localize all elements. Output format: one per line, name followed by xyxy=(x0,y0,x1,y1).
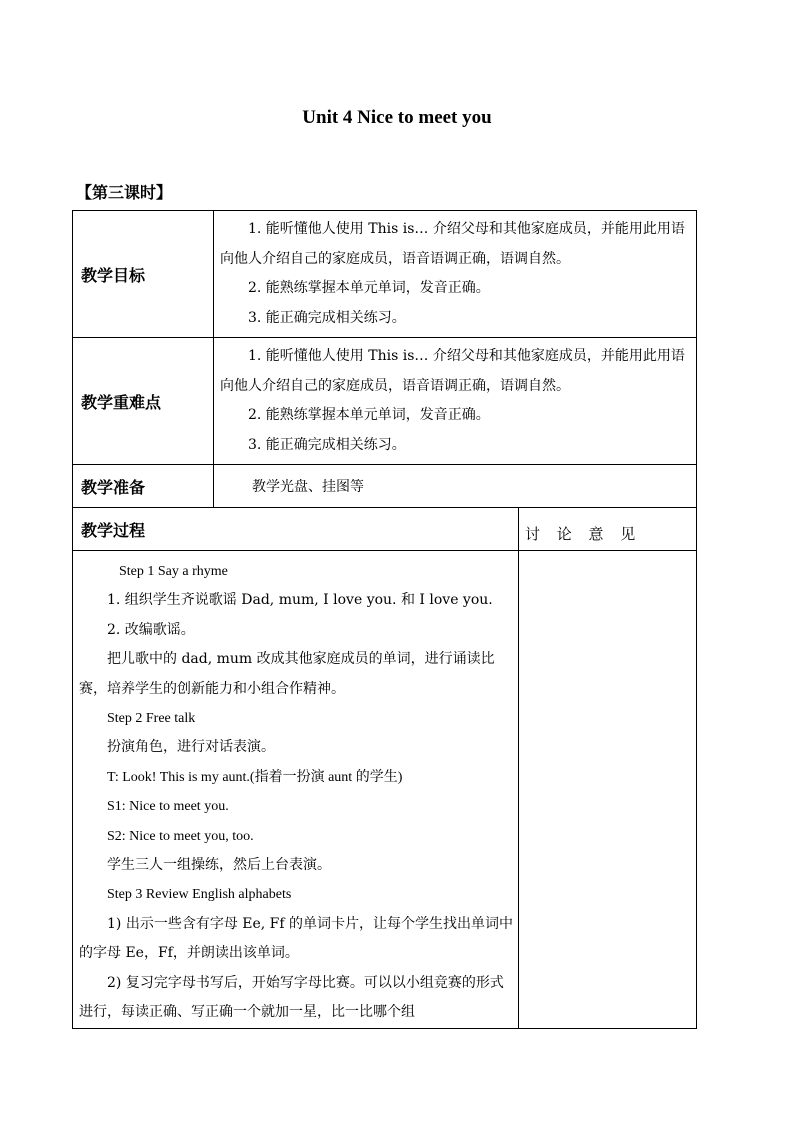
goals-item: 3. 能正确完成相关练习。 xyxy=(248,309,406,326)
goals-content xyxy=(214,211,697,338)
difficulty-row xyxy=(73,338,697,465)
difficulty-item: 1. 能听懂他人使用 This is… 介绍父母和其他家庭成员，并能用此用语向他人介绍自己的家庭成员，语音语调正确，语调自然。 xyxy=(220,348,685,394)
process-line: S2: Nice to meet you, too. xyxy=(107,828,254,844)
process-row xyxy=(73,551,697,1029)
process-line: 2. 改编歌谣。 xyxy=(107,621,195,638)
goals-item: 2. 能熟练掌握本单元单词，发音正确。 xyxy=(248,280,490,296)
difficulty-label: 教学重难点 xyxy=(73,338,214,465)
prep-content: 教学光盘、挂图等 xyxy=(214,465,697,508)
process-line: Step 1 Say a rhyme xyxy=(119,564,228,579)
process-line: T: Look! This is my aunt.(指着一扮演 aunt 的学生) xyxy=(107,769,403,785)
process-line: Step 3 Review English alphabets xyxy=(107,887,292,903)
goals-row xyxy=(73,211,697,338)
prep-row xyxy=(73,465,697,508)
goals-label: 教学目标 xyxy=(73,211,214,338)
process-content xyxy=(73,551,519,1029)
process-line: 学生三人一组操练，然后上台表演。 xyxy=(107,857,331,874)
process-label: 教学过程 xyxy=(73,508,519,551)
process-line: 2) 复习完字母书写后，开始写字母比赛。可以以小组竞赛的形式进行，每读正确、写正确一个就加一星，比一比哪个组 xyxy=(79,974,504,1021)
difficulty-item: 3. 能正确完成相关练习。 xyxy=(248,436,406,453)
goals-item: 1. 能听懂他人使用 This is… 介绍父母和其他家庭成员，并能用此用语向他人介绍自己的家庭成员，语音语调正确，语调自然。 xyxy=(220,221,685,267)
prep-label: 教学准备 xyxy=(73,465,214,508)
process-line: 1) 出示一些含有字母 Ee, Ff 的单词卡片，让每个学生找出单词中的字母 Ee，Ff，并朗读出该单词。 xyxy=(79,915,514,962)
difficulty-item: 2. 能熟练掌握本单元单词，发音正确。 xyxy=(248,407,490,423)
process-line: 扮演角色，进行对话表演。 xyxy=(107,739,275,756)
process-header-row xyxy=(73,508,697,551)
discussion-label: 讨 论 意 见 xyxy=(519,508,697,551)
process-line: 把儿歌中的 dad, mum 改成其他家庭成员的单词，进行诵读比赛，培养学生的创新能力和小组合作精神。 xyxy=(79,651,495,697)
lesson-plan-table xyxy=(72,210,697,1029)
process-line: Step 2 Free talk xyxy=(107,711,196,727)
discussion-content xyxy=(519,551,697,1029)
document-title: Unit 4 Nice to meet you xyxy=(302,107,492,128)
lesson-heading: 【第三课时】 xyxy=(76,183,173,202)
process-line: S1: Nice to meet you. xyxy=(107,799,229,815)
difficulty-content xyxy=(214,338,697,465)
process-line: 1. 组织学生齐说歌谣 Dad, mum, I love you. 和 I love you. xyxy=(107,592,493,609)
